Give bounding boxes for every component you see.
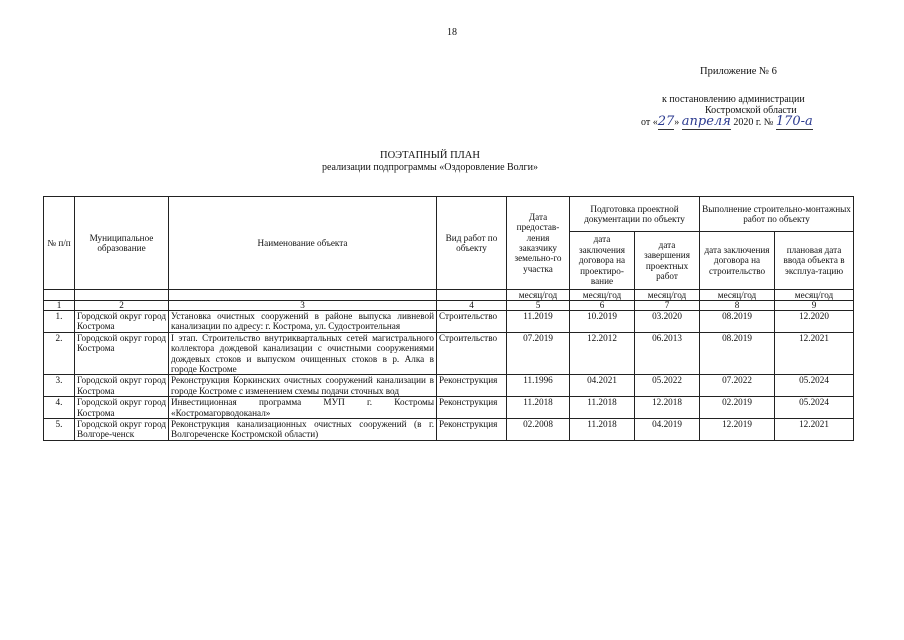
row-commission: 05.2024 — [775, 375, 854, 397]
handwritten-number: 170-а — [775, 114, 813, 129]
resolution-line: к постановлению администрации — [662, 94, 805, 105]
row-design-contract: 10.2019 — [570, 311, 635, 333]
row-land-date: 07.2019 — [507, 332, 570, 375]
row-land-date: 11.2018 — [507, 397, 570, 419]
row-num: 5. — [44, 419, 75, 441]
handwritten-month: апреля — [681, 114, 731, 129]
row-num: 4. — [44, 397, 75, 419]
row-land-date: 02.2008 — [507, 419, 570, 441]
unit-cell: месяц/год — [700, 290, 775, 301]
unit-cell — [437, 290, 507, 301]
date-year: 2020 г. № — [730, 117, 776, 128]
row-municipality: Городской округ город Кострома — [75, 332, 169, 375]
row-municipality: Городской округ город Кострома — [75, 397, 169, 419]
unit-cell — [75, 290, 169, 301]
row-municipality: Городской округ город Кострома — [75, 311, 169, 333]
row-object-name: Реконструкция канализационных очистных сооружений (в г. Волгореченске Костромской области) — [169, 419, 437, 441]
plan-table — [43, 196, 854, 441]
row-design-contract: 04.2021 — [570, 375, 635, 397]
resolution-date-line — [641, 114, 813, 130]
column-number: 6 — [570, 301, 635, 311]
row-design-finish: 12.2018 — [635, 397, 700, 419]
row-object-name: Инвестиционная программа МУП г. Костромы «Костромагорводоканал» — [169, 397, 437, 419]
header-land-date: Дата предостав-ления заказчику земельно-го участка — [507, 197, 570, 290]
row-object-name: I этап. Строительство внутриквартальных сетей магистрального коллектора дождевой канализации с очистными сооружениями дождевых стоков и выпуском очищенных стоков в р. Алка в городе Костроме — [169, 332, 437, 375]
row-design-finish: 05.2022 — [635, 375, 700, 397]
column-number-row — [44, 301, 854, 311]
unit-cell: месяц/год — [570, 290, 635, 301]
table-row — [44, 311, 854, 333]
row-construction-contract: 08.2019 — [700, 332, 775, 375]
document-subtitle: реализации подпрограммы «Оздоровление Волги» — [321, 162, 538, 173]
row-construction-contract: 08.2019 — [700, 311, 775, 333]
row-design-finish: 06.2013 — [635, 332, 700, 375]
column-number: 1 — [44, 301, 75, 311]
header-work-type: Вид работ по объекту — [437, 197, 507, 290]
header-design-finish: дата завершения проектных работ — [635, 232, 700, 290]
row-num: 2. — [44, 332, 75, 375]
row-commission: 05.2024 — [775, 397, 854, 419]
row-design-contract: 11.2018 — [570, 397, 635, 419]
row-num: 3. — [44, 375, 75, 397]
unit-cell — [44, 290, 75, 301]
header-design-contract: дата заключения договора на проектиро-вание — [570, 232, 635, 290]
date-separator: » — [674, 117, 682, 128]
row-construction-contract: 07.2022 — [700, 375, 775, 397]
header-municipality: Муниципальное образование — [75, 197, 169, 290]
row-design-contract: 11.2018 — [570, 419, 635, 441]
column-number: 9 — [775, 301, 854, 311]
page-number: 18 — [447, 27, 457, 38]
row-object-name: Реконструкция Коркинских очистных сооружений канализации в городе Костроме с изменением схемы подачи сточных вод — [169, 375, 437, 397]
row-commission: 12.2020 — [775, 311, 854, 333]
table-row — [44, 332, 854, 375]
unit-cell: месяц/год — [775, 290, 854, 301]
row-land-date: 11.1996 — [507, 375, 570, 397]
row-work-type: Реконструкция — [437, 419, 507, 441]
table-row — [44, 419, 854, 441]
header-design-group: Подготовка проектной документации по объекту — [570, 197, 700, 232]
row-work-type: Реконструкция — [437, 397, 507, 419]
row-design-contract: 12.2012 — [570, 332, 635, 375]
row-object-name: Установка очистных сооружений в районе выпуска ливневой канализации по адресу: г. Кострома, ул. Судостроительная — [169, 311, 437, 333]
row-land-date: 11.2019 — [507, 311, 570, 333]
row-municipality: Городской округ город Кострома — [75, 375, 169, 397]
date-prefix: от « — [641, 117, 658, 128]
column-number: 7 — [635, 301, 700, 311]
row-design-finish: 04.2019 — [635, 419, 700, 441]
column-number: 2 — [75, 301, 169, 311]
unit-cell: месяц/год — [507, 290, 570, 301]
column-number: 8 — [700, 301, 775, 311]
column-number: 5 — [507, 301, 570, 311]
table-row — [44, 397, 854, 419]
annex-title: Приложение № 6 — [700, 66, 777, 77]
row-num: 1. — [44, 311, 75, 333]
header-commission: плановая дата ввода объекта в эксплуа-тацию — [775, 232, 854, 290]
row-work-type: Строительство — [437, 311, 507, 333]
column-number: 4 — [437, 301, 507, 311]
row-work-type: Реконструкция — [437, 375, 507, 397]
handwritten-day: 27 — [657, 114, 675, 129]
row-commission: 12.2021 — [775, 332, 854, 375]
document-title: ПОЭТАПНЫЙ ПЛАН — [380, 150, 480, 161]
row-municipality: Городской округ город Волгоре-ченск — [75, 419, 169, 441]
header-row — [44, 197, 854, 232]
unit-cell — [169, 290, 437, 301]
unit-cell: месяц/год — [635, 290, 700, 301]
row-construction-contract: 02.2019 — [700, 397, 775, 419]
row-construction-contract: 12.2019 — [700, 419, 775, 441]
row-work-type: Строительство — [437, 332, 507, 375]
header-object-name: Наименование объекта — [169, 197, 437, 290]
resolution-region: Костромской области — [705, 105, 797, 116]
row-design-finish: 03.2020 — [635, 311, 700, 333]
table-row — [44, 375, 854, 397]
header-num: № п/п — [44, 197, 75, 290]
header-construction-group: Выполнение строительно-монтажных работ по объекту — [700, 197, 854, 232]
row-commission: 12.2021 — [775, 419, 854, 441]
header-construction-contract: дата заключения договора на строительство — [700, 232, 775, 290]
column-number: 3 — [169, 301, 437, 311]
unit-row — [44, 290, 854, 301]
